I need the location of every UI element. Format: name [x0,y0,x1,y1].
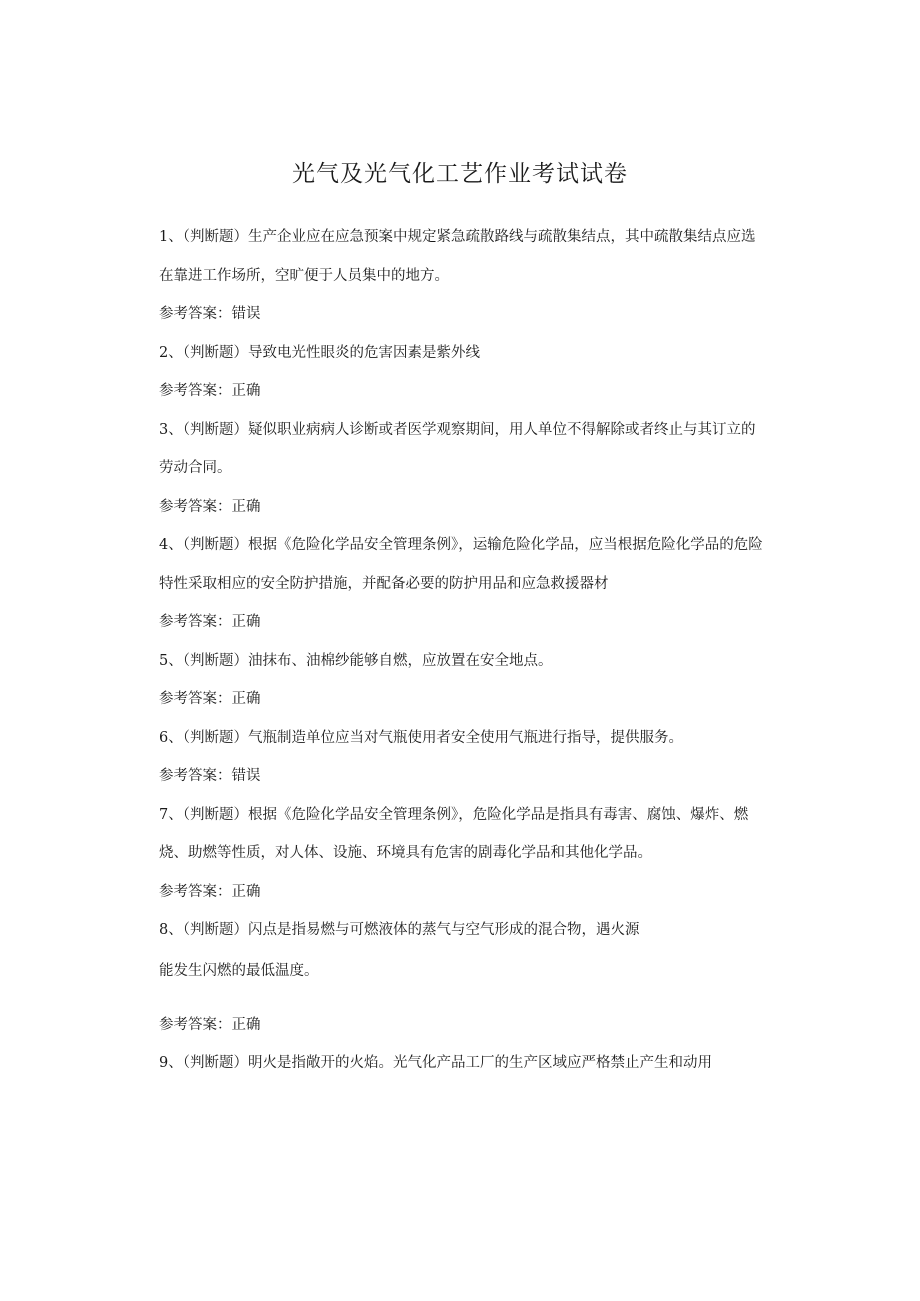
question-text [159,796,764,873]
question-body: （判断题）明火是指敞开的火焰。光气化产品工厂的生产区域应严格禁止产生和动用 [182,1055,712,1071]
spacer [159,992,764,1006]
question-number: 5、 [159,652,183,669]
answer-text: 参考答案：正确 [159,691,261,707]
question-number: 1、 [159,229,183,245]
question-number: 6、 [159,729,183,746]
question-number: 3、 [159,421,183,438]
question-number: 2、 [159,344,183,361]
answer-text: 参考答案：错误 [159,768,261,784]
question-text [159,411,764,488]
question-item [159,719,764,796]
question-text [159,526,764,603]
question-body: （判断题）生产企业应在应急预案中规定紧急疏散路线与疏散集结点，其中疏散集结点应选在靠进工作场所，空旷便于人员集中的地方。 [159,229,756,284]
answer-text: 参考答案：正确 [159,498,261,515]
question-item [159,1044,764,1083]
question-number: 8、 [159,922,183,938]
answer-text: 参考答案：错误 [159,306,261,322]
question-text [159,719,764,758]
question-text [159,1044,764,1083]
document-title: 光气及光气化工艺作业考试试卷 [292,161,628,187]
question-body: （判断题）根据《危险化学品安全管理条例》，运输危险化学品，应当根据危险化学品的危险特性采取相应的安全防护措施，并配备必要的防护用品和应急救援器材 [159,537,763,592]
answer-text: 参考答案：正确 [159,883,261,900]
answer-text: 参考答案：正确 [159,383,261,399]
question-item [159,911,764,1044]
answer-text: 参考答案：正确 [159,614,261,630]
question-number: 9、 [159,1055,183,1071]
question-item [159,796,764,912]
question-body: （判断题）疑似职业病病人诊断或者医学观察期间，用人单位不得解除或者终止与其订立的劳动合同。 [159,421,756,476]
question-body: （判断题）根据《危险化学品安全管理条例》，危险化学品是指具有毒害、腐蚀、爆炸、燃烧、助燃等性质，对人体、设施、环境具有危害的剧毒化学品和其他化学品。 [159,806,749,861]
question-text [159,642,764,681]
question-body: （判断题）导致电光性眼炎的危害因素是紫外线 [182,344,480,361]
question-item [159,334,764,411]
question-item [159,411,764,527]
question-text-continued: 能发生闪燃的最低温度。 [159,962,319,979]
question-body: （判断题）气瓶制造单位应当对气瓶使用者安全使用气瓶进行指导，提供服务。 [182,729,683,746]
question-body: （判断题）油抹布、油棉纱能够自燃，应放置在安全地点。 [182,652,553,669]
question-body-line-1: （判断题）闪点是指易燃与可燃液体的蒸气与空气形成的混合物，遇火源 [182,922,640,938]
question-text [159,218,764,295]
answer-text: 参考答案：正确 [159,1016,261,1033]
question-item [159,526,764,642]
question-item [159,642,764,719]
question-number: 7、 [159,806,183,823]
question-text [159,911,764,950]
question-number: 4、 [159,537,183,553]
question-list [159,218,764,1083]
question-item [159,218,764,334]
question-text [159,334,764,373]
